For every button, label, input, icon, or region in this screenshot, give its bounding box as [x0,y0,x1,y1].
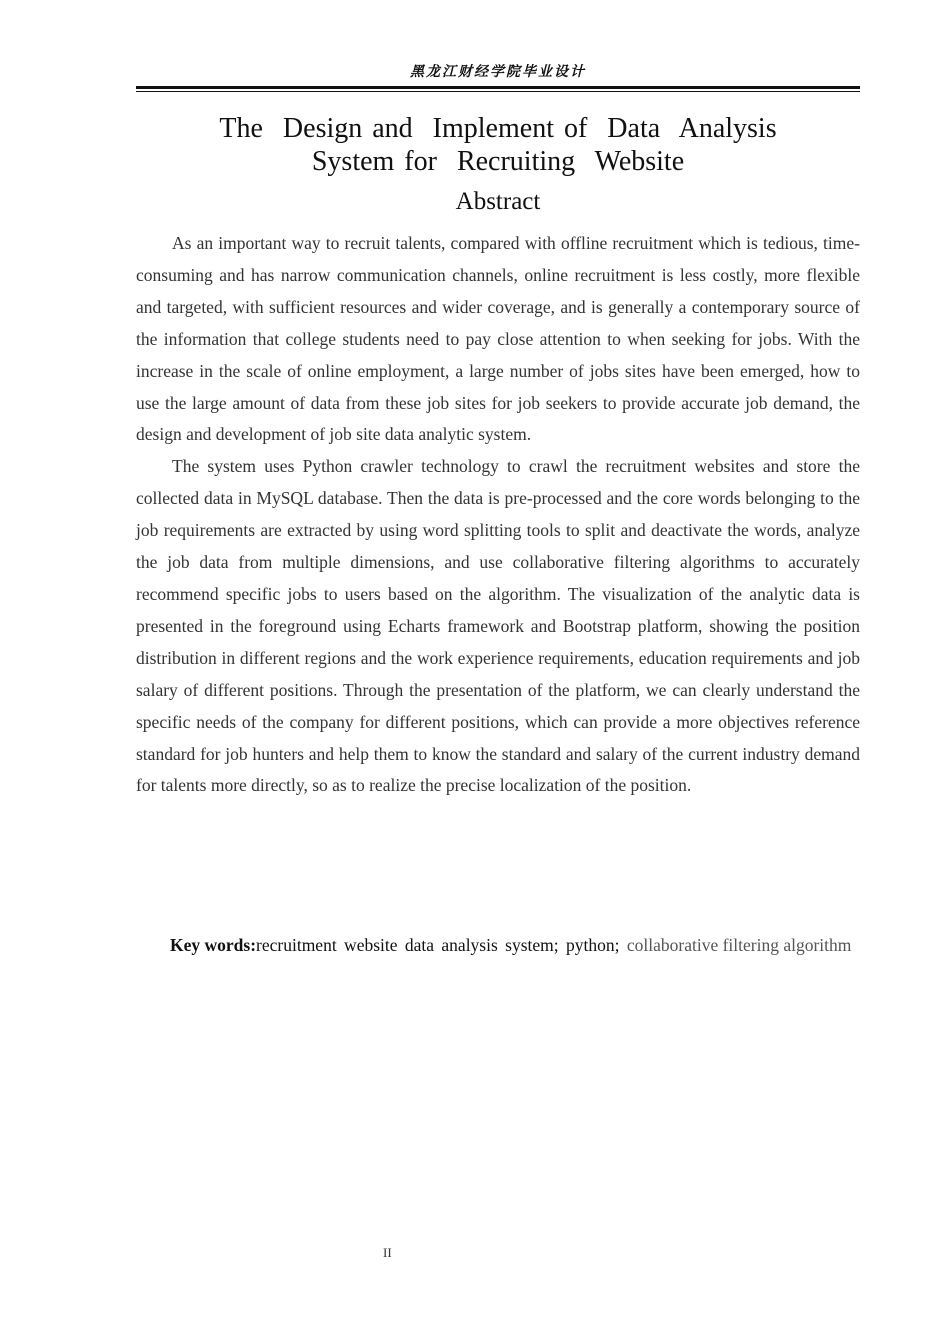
keywords-label: Key words: [170,935,257,955]
abstract-body [136,228,860,802]
page-header: 黑龙江财经学院毕业设计 [410,64,586,80]
abstract-paragraph-2: The system uses Python crawler technology to crawl the recruitment websites and store the collected data in MySQL database. Then the data is pre-processed and the core words belonging to the job requirements are extracted by using word splitting tools to split and deactivate the words, analyze the job data from multiple dimensions, and use collaborative filtering algorithms to accurately recommend specific jobs to users based on the algorithm. The visualization of the analytic data is presented in the foreground using Echarts framework and Bootstrap platform, showing the position distribution in different regions and the work experience requirements, education requirements and job salary of different positions. Through the presentation of the platform, we can clearly understand the specific needs of the company for different positions, which can provide a more objectives reference standard for job hunters and help them to know the standard and salary of the current industry demand for talents more directly, so as to realize the precise localization of the position. [136,456,860,796]
keywords-tail: collaborative filtering algorithm [626,935,852,955]
document-title [136,112,860,178]
keywords-section [136,930,860,962]
keywords-terms: recruitment website data analysis system; python; [256,935,627,955]
title-line-2: System for Recruiting Website [311,146,685,177]
page-number: II [383,1245,392,1260]
header-divider [136,86,860,92]
abstract-heading: Abstract [455,188,541,215]
abstract-paragraph-1: As an important way to recruit talents, compared with offline recruitment which is tedious, time-consuming and has narrow communication channels, online recruitment is less costly, more flexible and targeted, with sufficient resources and wider coverage, and is generally a contemporary source of the information that college students need to pay close attention to when seeking for jobs. With the increase in the scale of online employment, a large number of jobs sites have been emerged, how to use the large amount of data from these job sites for job seekers to provide accurate job demand, the design and development of job site data analytic system. [136,233,860,445]
title-line-1: The Design and Implement of Data Analysis [219,113,777,144]
